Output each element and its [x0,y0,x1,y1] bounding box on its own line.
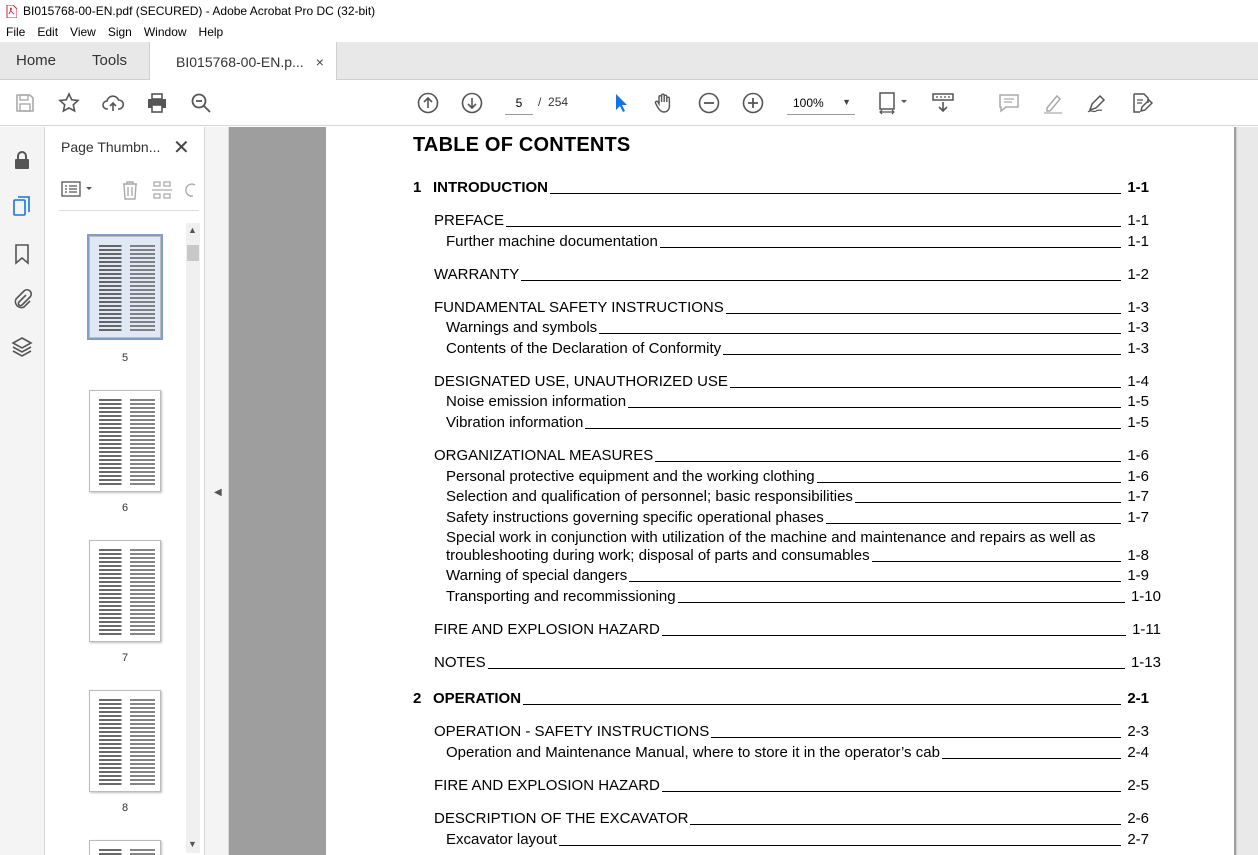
previous-page-icon[interactable] [416,91,440,115]
toc-entry[interactable] [446,567,1149,584]
toc-entry-page: 1-8 [1127,547,1149,564]
toc-entry-page: 1-1 [1127,212,1149,229]
thumbnail-preview [99,849,155,855]
toc-entry-text-continued: troubleshooting during work; disposal of parts and consumables [446,547,870,564]
toc-leader [550,193,1121,194]
toc-chapter-number: 1 [413,179,422,196]
acrobat-icon [6,5,17,18]
toc-entry[interactable] [446,831,1149,848]
toc-entry-page: 2-6 [1127,810,1149,827]
thumbnail-label: 8 [121,802,129,814]
toc-entry-text: Selection and qualification of personnel; basic responsibilities [446,488,853,505]
toc-entry-text: OPERATION - SAFETY INSTRUCTIONS [434,723,710,740]
toc-entry-text: INTRODUCTION [433,179,548,196]
toc-entry-page: 1-10 [1130,588,1161,605]
toc-entry-page: 1-1 [1127,179,1149,196]
scroll-mode-icon[interactable] [931,91,955,115]
next-page-icon[interactable] [460,91,484,115]
total-pages: 254 [548,95,569,109]
toc-entry-page: 2-3 [1127,723,1149,740]
toc-entry[interactable] [434,723,1149,740]
zoom-value: 100% [793,95,824,110]
toc-entry[interactable] [446,588,1161,605]
toc-entry[interactable] [446,414,1149,431]
left-navigation-bar [0,127,45,855]
toc-leader [660,247,1121,248]
tab-tools[interactable]: Tools [92,52,128,69]
toc-leader [690,824,1121,825]
toc-leader [628,407,1121,408]
toc-leader [599,333,1121,334]
toc-entry-text: FIRE AND EXPLOSION HAZARD [434,621,660,638]
page-thumbnails-icon[interactable] [10,194,34,218]
toc-entry-text: FUNDAMENTAL SAFETY INSTRUCTIONS [434,299,724,316]
toc-entry-text: DESCRIPTION OF THE EXCAVATOR [434,810,689,827]
thumbnail-label: 7 [121,652,129,664]
save-icon[interactable] [13,91,37,115]
toc-leader [730,387,1121,388]
tab-document[interactable] [149,42,337,81]
toc-leader [726,313,1121,314]
thumbnail-page[interactable] [89,540,161,642]
chevron-down-icon: ▼ [842,97,851,107]
thumbnail-label: 5 [121,352,129,364]
menu-file[interactable]: File [6,25,26,39]
page-number-input[interactable]: 5 [505,91,533,115]
toc-entry-text: Warnings and symbols [446,319,598,336]
thumbnail-scrollbar[interactable] [186,223,200,853]
toc-entry-text: Warning of special dangers [446,567,628,584]
thumbnail-page[interactable] [89,690,161,792]
toc-title: TABLE OF CONTENTS [413,134,631,156]
thumbnail-label: 6 [121,502,129,514]
select-cursor-icon[interactable] [608,91,632,115]
toc-entry-page: 2-1 [1127,690,1149,707]
toc-entry-text: Safety instructions governing specific operational phases [446,509,824,526]
toc-leader [711,737,1121,738]
toc-entry-text: Excavator layout [446,831,557,848]
toc-entry-page: 1-11 [1132,621,1161,638]
toc-entry-page: 1-1 [1127,233,1149,250]
toc-leader [872,561,1121,562]
layers-icon[interactable] [10,335,34,359]
toc-leader [629,581,1121,582]
hand-tool-icon[interactable] [652,91,676,115]
fit-page-icon[interactable] [877,91,913,115]
thumbnail-list [61,222,201,855]
thumbnail-page[interactable] [89,236,161,338]
lock-icon[interactable] [10,148,34,172]
toc-entry-page: 1-5 [1127,393,1149,410]
cloud-upload-icon[interactable] [101,91,125,115]
pdf-page [326,127,1234,855]
toc-entry-text: Special work in conjunction with utilization of the machine and maintenance and repairs as well as [446,529,1096,546]
toc-entry[interactable] [434,373,1149,390]
toc-leader [655,461,1121,462]
toc-entry[interactable] [446,233,1149,250]
toc-entry[interactable] [434,621,1161,638]
toc-entry-page: 2-5 [1127,777,1149,794]
thumbnails-panel [45,127,205,855]
page-separator: / [538,95,542,109]
print-icon[interactable] [145,91,169,115]
toc-entry-text: WARRANTY [434,266,520,283]
highlight-icon[interactable] [1041,91,1065,115]
zoom-search-icon[interactable] [189,91,213,115]
menu-window[interactable]: Window [143,25,187,39]
extract-pages-icon[interactable] [151,179,173,201]
toc-entry[interactable] [434,777,1149,794]
toc-leader [506,226,1121,227]
thumbnail-preview [99,699,155,787]
document-viewport[interactable] [229,127,1258,855]
window-titlebar [0,0,1258,22]
toc-leader [662,791,1121,792]
thumbnail-page[interactable] [89,390,161,492]
toc-leader [559,845,1121,846]
tab-document-label: BI015768-00-EN.p... [176,53,304,70]
toc-leader [678,602,1125,603]
star-icon[interactable] [57,91,81,115]
attachment-icon[interactable] [10,288,34,312]
panel-splitter[interactable] [205,127,229,855]
toc-leader [826,523,1121,524]
delete-page-icon[interactable] [119,179,141,201]
options-menu-icon[interactable] [61,179,97,199]
toc-leader [523,704,1121,705]
collapse-panel-icon[interactable]: ◀ [214,487,222,498]
toc-entry[interactable] [446,468,1149,485]
bookmark-icon[interactable] [10,242,34,266]
toc-entry[interactable] [434,212,1149,229]
toc-leader [723,354,1121,355]
toc-entry[interactable] [434,447,1149,464]
toc-entry[interactable] [446,319,1149,336]
zoom-select[interactable] [787,91,855,115]
toc-entry[interactable] [446,488,1149,505]
toc-leader [488,668,1125,669]
toc-entry-text: NOTES [434,654,486,671]
menu-view[interactable]: View [70,25,96,39]
toc-entry[interactable] [413,179,1149,196]
comment-icon[interactable] [997,91,1021,115]
toc-entry-page: 1-7 [1127,488,1149,505]
toc-entry-page: 1-3 [1127,319,1149,336]
menu-bar [0,22,1258,42]
toc-entry-text: ORGANIZATIONAL MEASURES [434,447,654,464]
toc-entry-page: 1-9 [1127,567,1149,584]
thumbnail-preview [99,245,155,333]
toc-entry[interactable] [446,509,1149,526]
toc-entry[interactable] [446,744,1149,761]
toc-entry-page: 1-6 [1127,468,1149,485]
toc-entry-page: 2-4 [1127,744,1149,761]
close-icon[interactable]: ✕ [173,137,190,159]
toc-entry[interactable] [413,690,1149,707]
zoom-in-icon[interactable] [741,91,765,115]
toc-entry-page: 1-4 [1127,373,1149,390]
tab-bar [0,42,1258,80]
page-count [538,95,568,109]
panel-toolbar [59,175,199,211]
scroll-down-icon[interactable]: ▼ [188,839,197,849]
toc-entry-text: Vibration information [446,414,584,431]
toc-leader [585,428,1121,429]
document-scrollbar[interactable] [1236,127,1258,855]
toc-entry[interactable] [434,810,1149,827]
rotate-page-icon[interactable] [183,179,197,201]
thumbnail-preview [99,549,155,637]
toc-leader [662,635,1126,636]
toc-entry-text: Transporting and recommissioning [446,588,676,605]
edit-document-icon[interactable] [1129,91,1153,115]
toc-entry-page: 2-7 [1127,831,1149,848]
toc-entry-text: Further machine documentation [446,233,658,250]
scroll-thumb[interactable] [187,245,199,261]
toc-leader [521,280,1121,281]
toc-entry-text: PREFACE [434,212,505,229]
toc-entry[interactable] [434,654,1161,671]
toc-entry-page: 1-2 [1127,266,1149,283]
menu-help[interactable]: Help [198,25,224,39]
toc-entry[interactable] [446,393,1149,410]
scroll-up-icon[interactable]: ▲ [188,225,197,235]
toc-entry-page: 1-3 [1127,299,1149,316]
toc-entry-page: 1-6 [1127,447,1149,464]
toc-entry-text: Operation and Maintenance Manual, where to store it in the operator’s cab [446,744,940,761]
toc-entry-page: 1-5 [1127,414,1149,431]
panel-title: Page Thumbn... [61,139,161,155]
toc-entry-page: 1-13 [1130,654,1161,671]
zoom-out-icon[interactable] [697,91,721,115]
thumbnail-page[interactable] [89,840,161,855]
toc-entry[interactable] [446,340,1149,357]
toc-entry-text: Personal protective equipment and the working clothing [446,468,815,485]
toc-entry-text: FIRE AND EXPLOSION HAZARD [434,777,660,794]
main-toolbar [0,80,1258,126]
menu-sign[interactable]: Sign [107,25,132,39]
window-title: BI015768-00-EN.pdf (SECURED) - Adobe Acrobat Pro DC (32-bit) [23,4,376,18]
toc-leader [855,502,1121,503]
toc-leader [817,482,1121,483]
tab-close-icon[interactable]: × [315,53,324,70]
toc-chapter-number: 2 [413,690,422,707]
toc-entry[interactable] [434,299,1149,316]
toc-entry-text: Noise emission information [446,393,627,410]
toc-entry[interactable] [446,547,1149,564]
tab-home[interactable]: Home [16,52,57,69]
toc-entry-text: Contents of the Declaration of Conformity [446,340,722,357]
toc-leader [942,758,1121,759]
toc-entry-text: OPERATION [433,690,522,707]
thumbnail-preview [99,399,155,487]
toc-entry-page: 1-3 [1127,340,1149,357]
toc-entry-page: 1-7 [1127,509,1149,526]
menu-edit[interactable]: Edit [37,25,59,39]
toc-entry-text: DESIGNATED USE, UNAUTHORIZED USE [434,373,728,390]
toc-entry[interactable] [434,266,1149,283]
sign-pen-icon[interactable] [1085,91,1109,115]
